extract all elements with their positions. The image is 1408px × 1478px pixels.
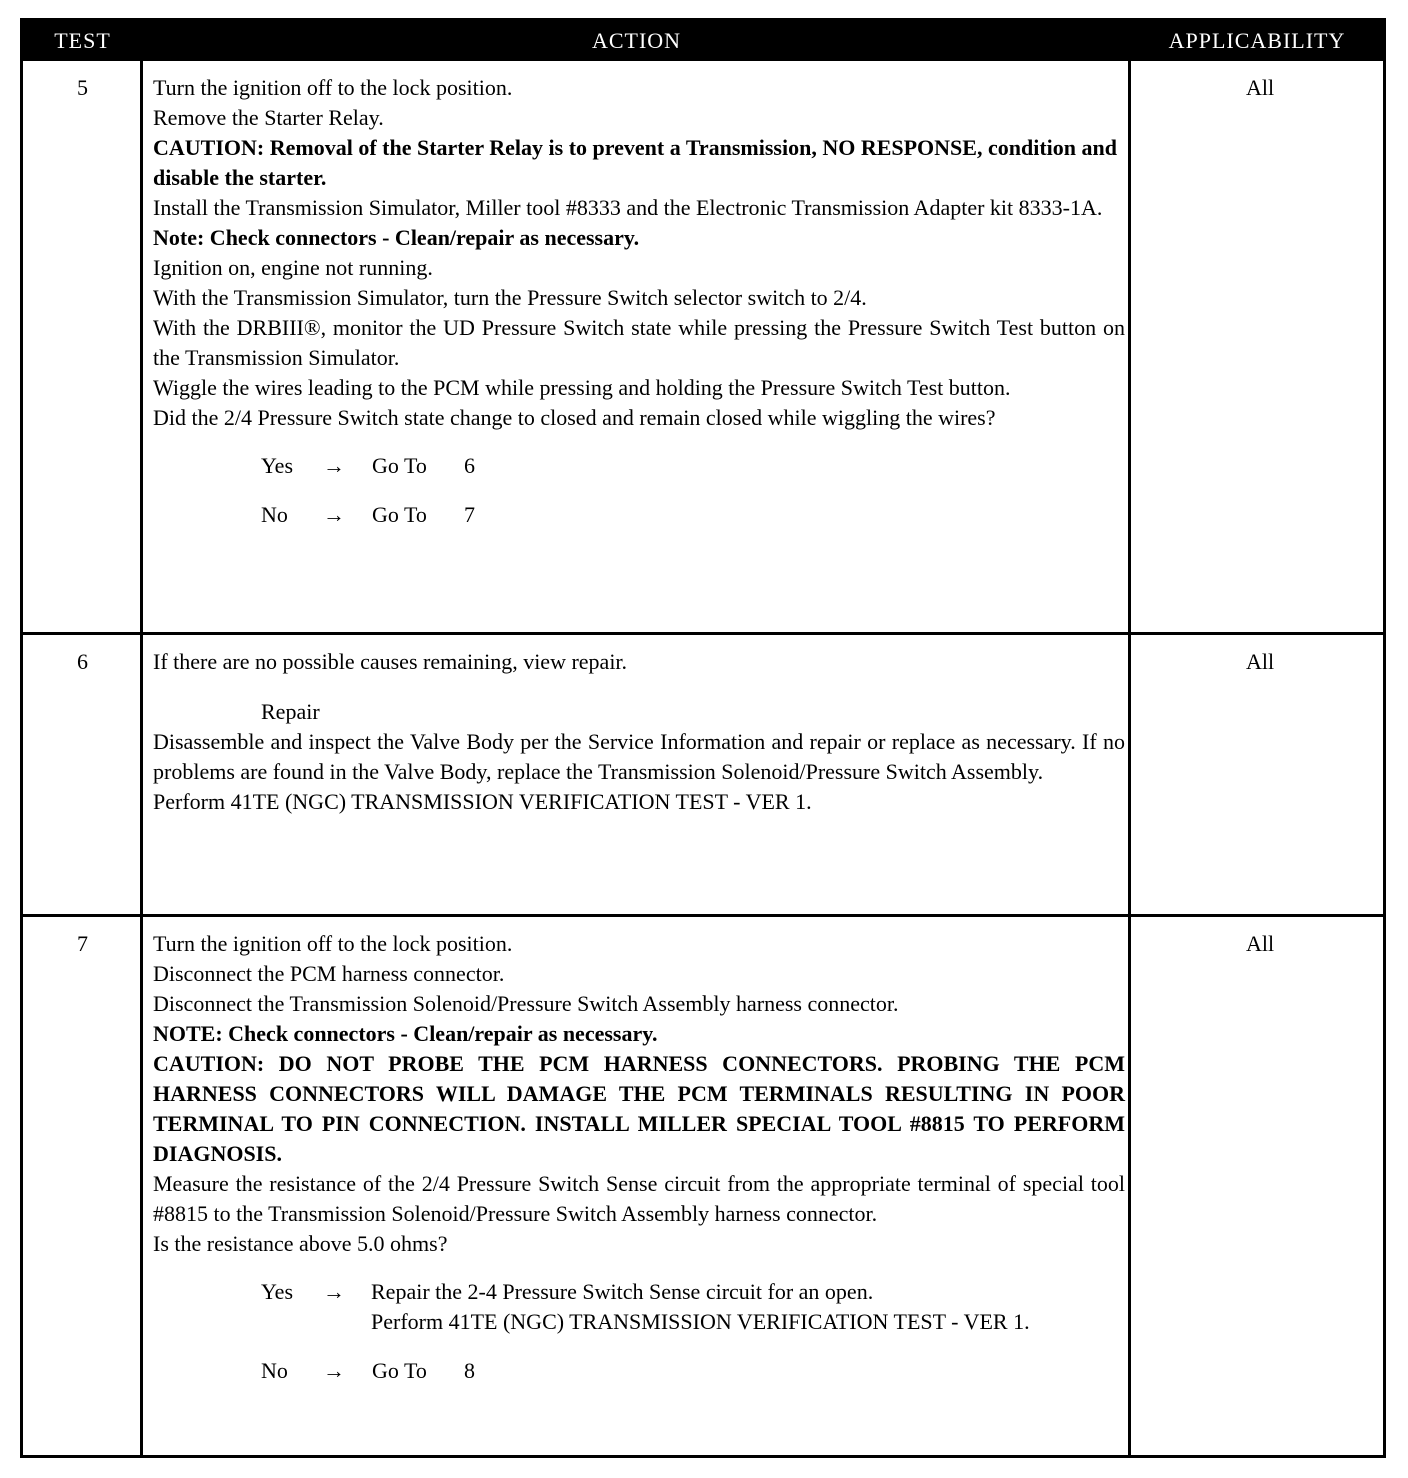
note-text: Note: Check connectors - Clean/repair as necessary. — [153, 225, 640, 250]
caution-text: CAUTION: DO NOT PROBE THE PCM HARNESS CONNECTORS. PROBING THE PCM HARNESS CONNECTORS WILL DAMAGE THE PCM TERMINALS RESULTING IN POOR TERMINAL TO PIN CONNECTION. INSTALL MILLER SPECIAL TOOL #8815 TO PERFORM DIAGNOSIS. — [153, 1051, 1125, 1166]
note-text: NOTE: Check connectors - Clean/repair as necessary. — [153, 1021, 658, 1046]
diagnostic-table — [20, 18, 1386, 1458]
arrow-icon: → — [323, 1358, 345, 1383]
column-divider — [1128, 61, 1131, 1455]
action-cell — [153, 929, 1125, 1386]
repair-text: Perform 41TE (NGC) TRANSMISSION VERIFICATION TEST - VER 1. — [153, 789, 812, 814]
answer-key: Yes — [261, 1279, 294, 1304]
yes-action: Repair the 2-4 Pressure Switch Sense circuit for an open. — [371, 1279, 874, 1304]
applicability-value: All — [1245, 649, 1275, 674]
answer-no — [153, 500, 1125, 530]
answer-yes — [153, 1277, 1125, 1337]
goto-label: Go To — [372, 1358, 427, 1383]
answer-key: No — [261, 502, 288, 527]
header-applicability: APPLICABILITY — [1131, 21, 1383, 61]
action-line: If there are no possible causes remaining, view repair. — [153, 649, 628, 674]
action-line: With the DRBIII®, monitor the UD Pressure Switch state while pressing the Pressure Switch Test button on the Transmission Simulator. — [153, 315, 1125, 370]
test-number: 6 — [77, 649, 88, 674]
yes-action: Perform 41TE (NGC) TRANSMISSION VERIFICATION TEST - VER 1. — [371, 1309, 1030, 1334]
goto-number: 8 — [464, 1358, 475, 1383]
arrow-icon: → — [323, 502, 345, 527]
arrow-icon: → — [323, 1279, 345, 1304]
arrow-icon: → — [323, 453, 345, 478]
test-number: 7 — [77, 931, 88, 956]
action-line: Ignition on, engine not running. — [153, 255, 433, 280]
header-action: ACTION — [142, 21, 1131, 61]
goto-number: 6 — [464, 453, 475, 478]
action-line: Turn the ignition off to the lock position. — [153, 75, 513, 100]
action-line: Disconnect the PCM harness connector. — [153, 961, 505, 986]
answer-no — [153, 1356, 1125, 1386]
action-line: Install the Transmission Simulator, Miller tool #8333 and the Electronic Transmission Adapter kit 8333-1A. — [153, 195, 1103, 220]
goto-number: 7 — [464, 502, 475, 527]
question-text: Did the 2/4 Pressure Switch state change to closed and remain closed while wiggling the wires? — [153, 405, 996, 430]
repair-label: Repair — [261, 699, 320, 724]
action-line: With the Transmission Simulator, turn the Pressure Switch selector switch to 2/4. — [153, 285, 867, 310]
action-line: Measure the resistance of the 2/4 Pressure Switch Sense circuit from the appropriate terminal of special tool #8815 to the Transmission Solenoid/Pressure Switch Assembly harness connector. — [153, 1171, 1125, 1226]
answer-key: No — [261, 1358, 288, 1383]
applicability-value: All — [1245, 931, 1275, 956]
action-line: Wiggle the wires leading to the PCM while pressing and holding the Pressure Switch Test button. — [153, 375, 1011, 400]
action-cell — [153, 647, 1125, 817]
column-divider — [140, 61, 143, 1455]
repair-text: Disassemble and inspect the Valve Body per the Service Information and repair or replace as necessary. If no problems are found in the Valve Body, replace the Transmission Solenoid/Pressure Switch Assembly. — [153, 729, 1125, 784]
goto-label: Go To — [372, 453, 427, 478]
applicability-value: All — [1245, 75, 1275, 100]
caution-text: CAUTION: Removal of the Starter Relay is to prevent a Transmission, NO RESPONSE, condition and disable the starter. — [153, 135, 1117, 190]
row-divider — [23, 632, 1383, 635]
action-line: Remove the Starter Relay. — [153, 105, 384, 130]
question-text: Is the resistance above 5.0 ohms? — [153, 1231, 448, 1256]
action-line: Disconnect the Transmission Solenoid/Pressure Switch Assembly harness connector. — [153, 991, 899, 1016]
test-number: 5 — [77, 75, 88, 100]
action-line: Turn the ignition off to the lock position. — [153, 931, 513, 956]
answer-yes — [153, 451, 1125, 481]
answer-key: Yes — [261, 453, 294, 478]
row-divider — [23, 914, 1383, 917]
action-cell — [153, 73, 1125, 530]
goto-label: Go To — [372, 502, 427, 527]
header-test: TEST — [23, 21, 142, 61]
